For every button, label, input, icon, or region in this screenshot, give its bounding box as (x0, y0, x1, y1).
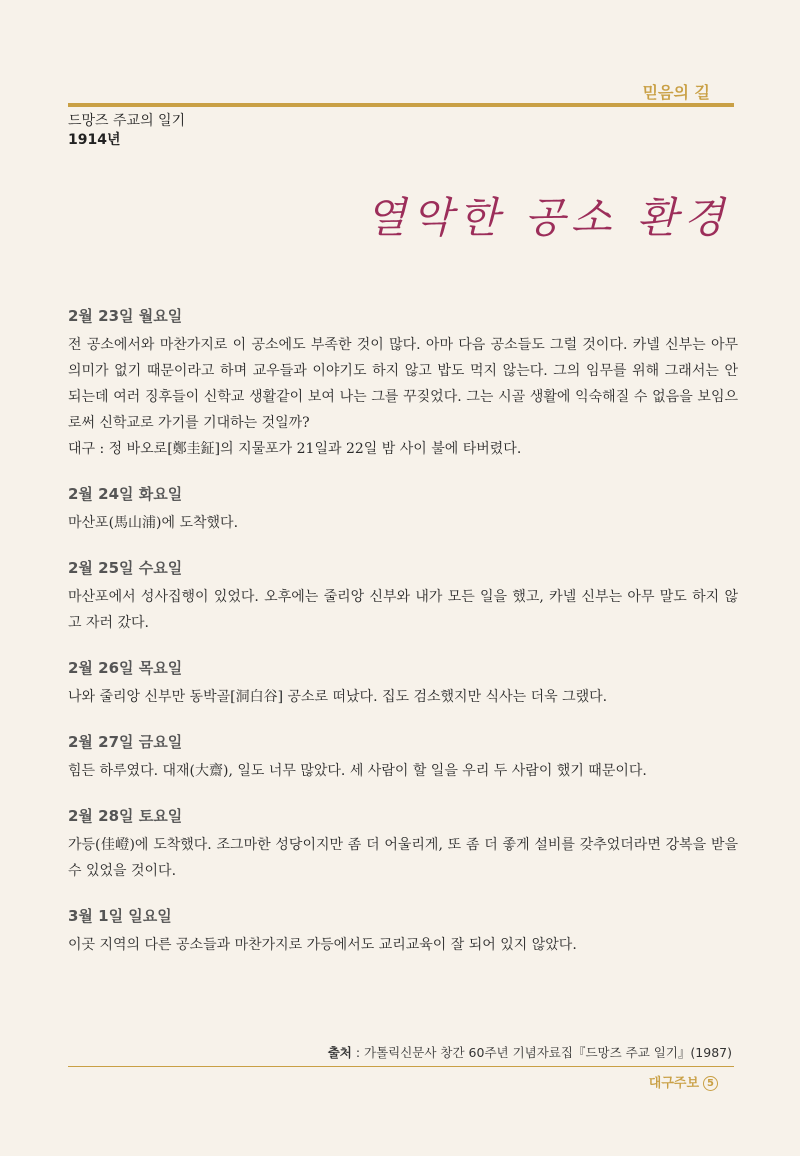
footer (649, 1072, 718, 1091)
diary-entry (68, 805, 738, 884)
diary-entry (68, 305, 738, 462)
entry-date: 2월 23일 월요일 (68, 307, 183, 325)
header-divider (68, 103, 734, 107)
entry-date: 2월 28일 토요일 (68, 807, 183, 825)
publication-name: 대구주보 (648, 1076, 699, 1091)
source-label: 출처 (327, 1045, 352, 1060)
entry-text: 마산포에서 성사집행이 있었다. 오후에는 줄리앙 신부와 내가 모든 일을 했고, 카넬 신부는 아무 말도 하지 않고 자러 갔다. (68, 589, 738, 631)
entry-text: 가등(佳嶝)에 도착했다. 조그마한 성당이지만 좀 더 어울리게, 또 좀 더 좋게 설비를 갖추었더라면 강복을 받을 수 있었을 것이다. (68, 837, 738, 879)
entry-text: 이곳 지역의 다른 공소들과 마찬가지로 가등에서도 교리교육이 잘 되어 있지 않았다. (68, 937, 577, 953)
source-citation (328, 1043, 732, 1061)
entry-text: 대구 : 정 바오로[鄭圭鉦]의 지물포가 21일과 22일 밤 사이 불에 타버렸다. (68, 441, 522, 457)
entry-date: 2월 24일 화요일 (68, 485, 183, 503)
series-title: 드망즈 주교의 일기 (68, 113, 186, 129)
entry-text: 전 공소에서와 마찬가지로 이 공소에도 부족한 것이 많다. 아마 다음 공소들도 그럴 것이다. 카넬 신부는 아무 의미가 없기 때문이라고 하며 교우들과 이야기도 하지 않고 밥도 먹지 않는다. 그의 임무를 위해 그래서는 안 되는데 여러 징후들이 신학교 생활같이 보여 나는 그를 꾸짖었다. 그는 시골 생활에 익숙해질 수 없음을 보임으로써 신학교로 가기를 기대하는 것일까? (68, 337, 738, 431)
diary-entry (68, 557, 738, 636)
source-text: : 가톨릭신문사 창간 60주년 기념자료집『드망즈 주교 일기』(1987) (351, 1045, 732, 1060)
entry-date: 2월 25일 수요일 (68, 559, 183, 577)
entry-date: 2월 27일 금요일 (68, 733, 183, 751)
page-number: 5 (703, 1076, 718, 1091)
diary-entry (68, 905, 738, 958)
entry-date: 3월 1일 일요일 (68, 907, 172, 925)
entry-date: 2월 26일 목요일 (68, 659, 183, 677)
diary-entry (68, 483, 738, 536)
series-year: 1914년 (68, 132, 121, 148)
diary-entry (68, 731, 738, 784)
series-info (68, 112, 185, 150)
entry-text: 마산포(馬山浦)에 도착했다. (68, 515, 239, 531)
footer-divider (68, 1066, 734, 1067)
entry-text: 나와 줄리앙 신부만 동박골[洞白谷] 공소로 떠났다. 집도 검소했지만 식사는 더욱 그랬다. (68, 689, 608, 705)
diary-entry (68, 657, 738, 710)
entry-text: 힘든 하루였다. 대재(大齋), 일도 너무 많았다. 세 사람이 할 일을 우리 두 사람이 했기 때문이다. (68, 763, 647, 779)
diary-entries (68, 305, 738, 979)
article-title: 열악한 공소 환경 (365, 193, 730, 242)
section-label: 믿음의 길 (642, 83, 710, 102)
